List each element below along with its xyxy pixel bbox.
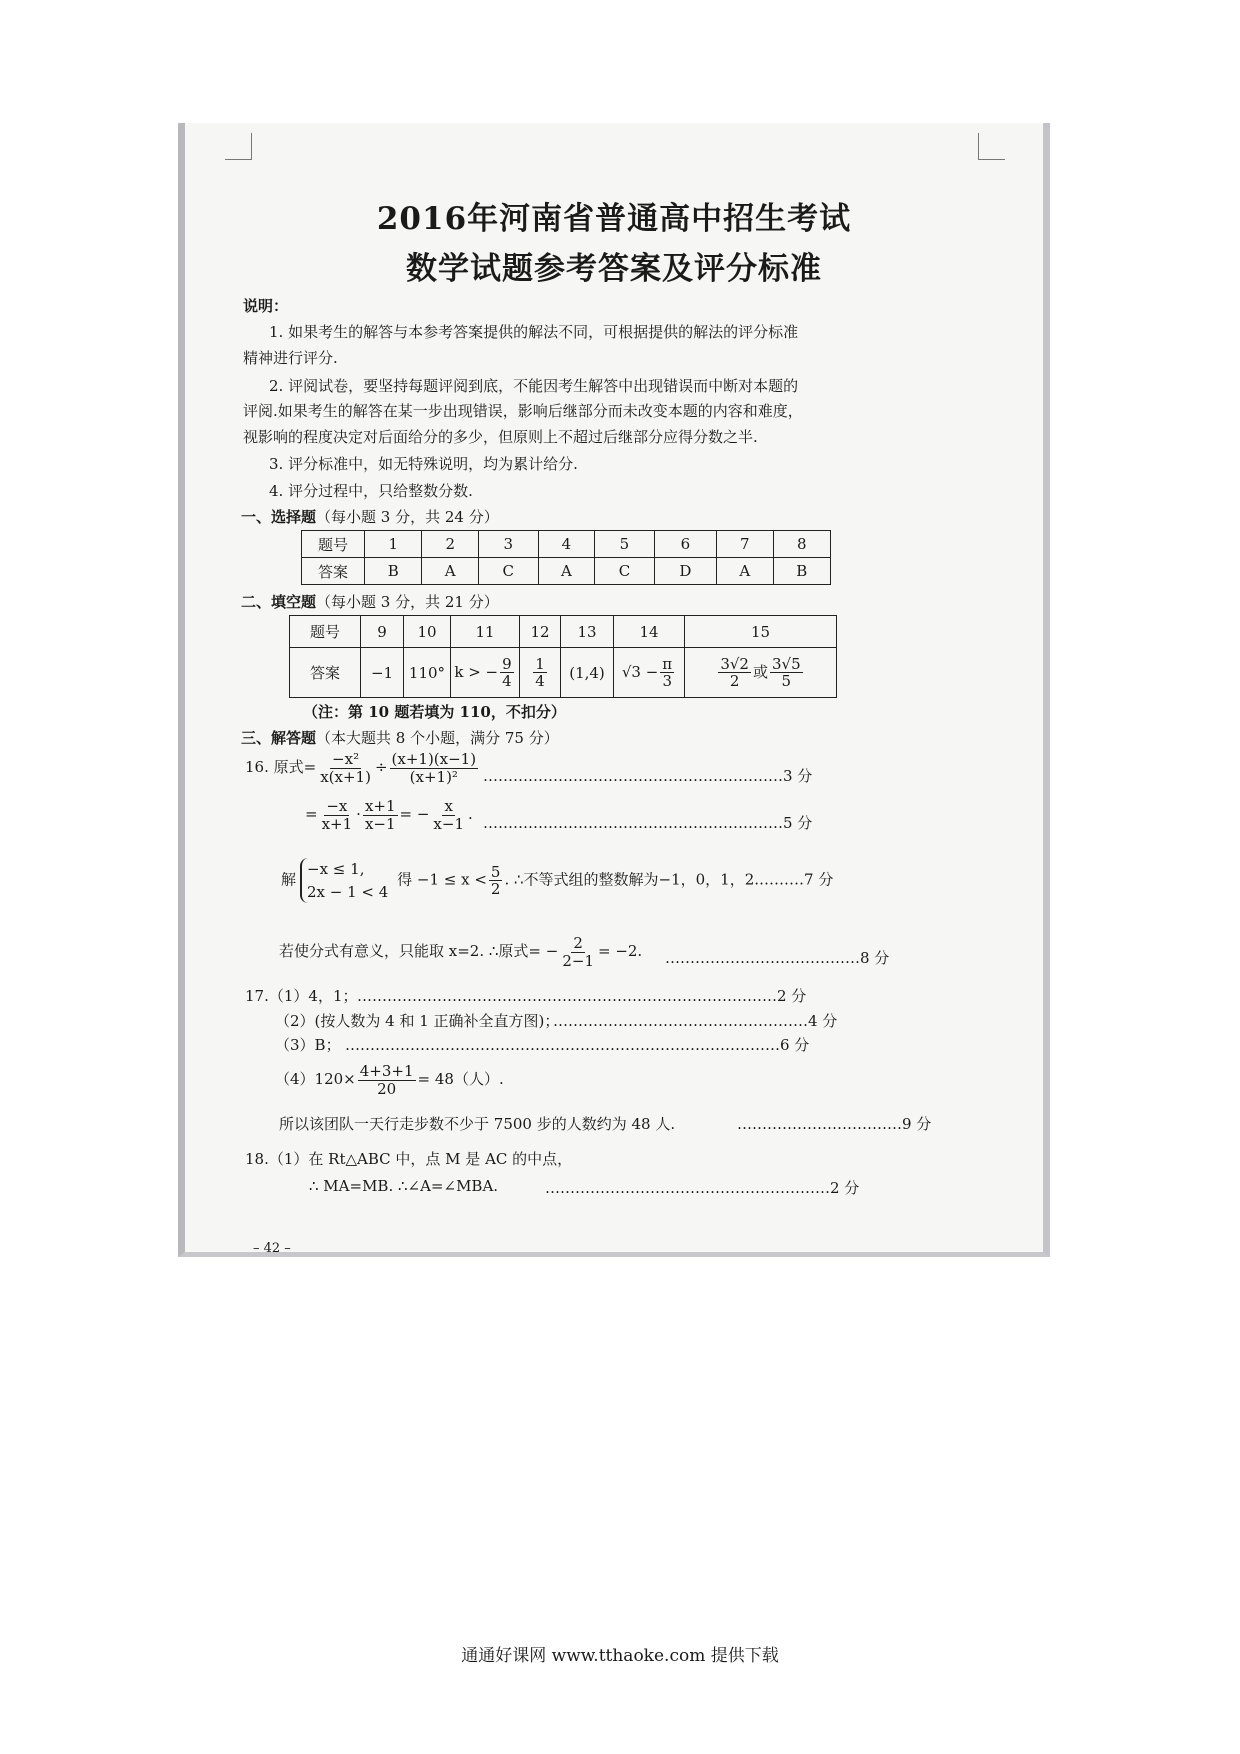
score-q16-4: …………………………………8 分 <box>665 949 890 967</box>
fill-note: （注：第 10 题若填为 110，不扣分） <box>303 703 566 721</box>
table-cell: 3 <box>478 531 538 558</box>
section2-heading: 二、填空题（每小题 3 分，共 21 分） <box>241 593 499 611</box>
table-cell: 15 <box>685 616 837 648</box>
table-cell: B <box>773 558 830 585</box>
fill-answer-table <box>289 615 837 698</box>
fraction: $\frac{-x}{x+1}$ <box>321 797 353 833</box>
fraction: $\frac{4+3+1}{20}$ <box>359 1062 414 1098</box>
table-label: 题号 <box>302 531 365 558</box>
q17-line1: 17.（1）4，1； <box>245 987 358 1005</box>
q17-line3: （3）B； <box>275 1036 341 1054</box>
note-3: 3. 评分标准中，如无特殊说明，均为累计给分. <box>269 455 578 473</box>
answer-13: (1,4) <box>561 648 614 698</box>
note-2c: 视影响的程度决定对后面给分的多少，但原则上不超过后继部分应得分数之半. <box>243 428 758 446</box>
score-q18-2: …………………………………………………2 分 <box>545 1179 860 1197</box>
table-cell: A <box>716 558 773 585</box>
table-cell: 6 <box>654 531 716 558</box>
notes-heading: 说明： <box>243 297 289 315</box>
table-cell: C <box>478 558 538 585</box>
score-q16-2: ……………………………………………………5 分 <box>483 814 813 832</box>
q16-line4: 若使分式有意义，只能取 x=2. ∴原式= − $\frac{2}{2-1}$ = −2. <box>279 934 643 970</box>
fraction: $\frac{x}{x-1}$ <box>433 797 464 833</box>
fraction: $\frac{1}{4}$ <box>535 654 545 690</box>
note-1a: 1. 如果考生的解答与本参考答案提供的解法不同，可根据提供的解法的评分标准 <box>269 323 799 341</box>
score-q17-1: …………………………………………………………………………2 分 <box>357 987 807 1005</box>
q16-line2: = $\frac{-x}{x+1}$ · $\frac{x+1}{x-1}$ = − $\frac{x}{x-1}$ . <box>305 797 473 833</box>
q17-line4: （4）120× $\frac{4+3+1}{20}$ = 48（人）. <box>275 1062 504 1098</box>
table-cell: 9 <box>361 616 404 648</box>
table-cell: 11 <box>451 616 520 648</box>
table-cell: A <box>538 558 595 585</box>
table-cell: C <box>595 558 655 585</box>
page-number: – 42 – <box>253 1241 291 1256</box>
answer-12 <box>520 648 561 698</box>
q17-line2: （2）(按人数为 4 和 1 正确补全直方图)； <box>275 1012 560 1030</box>
table-cell: 14 <box>614 616 685 648</box>
answer-key-title: 数学试题参考答案及评分标准 <box>406 251 822 287</box>
answer-9: −1 <box>361 648 404 698</box>
fraction: $\frac{x+1}{x-1}$ <box>364 797 396 833</box>
answer-10: 110° <box>404 648 451 698</box>
fraction: $\frac{5}{2}$ <box>490 862 501 898</box>
score-q17-3: ……………………………………………………………………………6 分 <box>345 1036 810 1054</box>
fraction: $\frac{9}{4}$ <box>502 654 512 690</box>
table-cell: 5 <box>595 531 655 558</box>
fraction: $\frac{2}{2-1}$ <box>562 934 594 970</box>
inequality-system: −x ≤ 1, 2x − 1 < 4 <box>300 858 388 903</box>
note-2b: 评阅.如果考生的解答在某一步出现错误，影响后继部分而未改变本题的内容和难度， <box>243 402 803 420</box>
crop-mark-top-right <box>978 133 1005 160</box>
note-2a: 2. 评阅试卷，要坚持每题评阅到底，不能因考生解答中出现错误而中断对本题的 <box>269 377 799 395</box>
note-1b: 精神进行评分. <box>243 349 338 367</box>
section1-heading: 一、选择题（每小题 3 分，共 24 分） <box>241 508 499 526</box>
score-q17-5: ……………………………9 分 <box>737 1115 932 1133</box>
table-cell: A <box>422 558 479 585</box>
fraction: $\frac{\text{−x²}}{x(x+1)}$ <box>320 750 371 786</box>
answer-11: k > − $\frac{9}{4}$ <box>451 648 520 698</box>
score-q17-2: ……………………………………………4 分 <box>553 1012 838 1030</box>
table-cell: 2 <box>422 531 479 558</box>
q16-line3: 解 −x ≤ 1, 2x − 1 < 4 得 −1 ≤ x < $\frac{5}{2}$ . ∴不等式组的整数解为−1，0，1，2.………7 分 <box>281 858 833 903</box>
scanned-page <box>178 123 1050 1257</box>
score-q16-1: ……………………………………………………3 分 <box>483 767 813 785</box>
note-4: 4. 评分过程中，只给整数分数. <box>269 482 473 500</box>
table-cell: 13 <box>561 616 614 648</box>
table-cell: 12 <box>520 616 561 648</box>
q18-line1: 18.（1）在 Rt△ABC 中，点 M 是 AC 的中点， <box>245 1150 573 1168</box>
choice-answer-table <box>301 530 831 585</box>
fraction: $\frac{3√5}{5}$ <box>772 654 801 690</box>
exam-title: 2016年河南省普通高中招生考试 <box>376 201 852 237</box>
table-cell: 8 <box>773 531 830 558</box>
table-cell: 7 <box>716 531 773 558</box>
table-label: 答案 <box>302 558 365 585</box>
answer-15: $\frac{3√2}{2}$ 或 $\frac{3√5}{5}$ <box>685 648 837 698</box>
crop-mark-top-left <box>225 133 252 160</box>
section3-heading: 三、解答题（本大题共 8 个小题，满分 75 分） <box>241 729 559 747</box>
q16-line1: 16. 原式= $\frac{\text{−x²}}{x(x+1)}$ ÷ $\frac{(x+1)(x-1)}{\text{(x+1)²}}$ <box>245 750 477 786</box>
answer-14: √3 − $\frac{\pi}{3}$ <box>614 648 685 698</box>
table-cell: B <box>365 558 422 585</box>
table-cell: 1 <box>365 531 422 558</box>
table-cell: D <box>654 558 716 585</box>
q17-line5: 所以该团队一天行走步数不少于 7500 步的人数约为 48 人. <box>279 1115 676 1133</box>
table-cell: 10 <box>404 616 451 648</box>
fraction: $\frac{\pi}{3}$ <box>662 654 673 690</box>
fraction: $\frac{3√2}{2}$ <box>720 654 749 690</box>
table-cell: 4 <box>538 531 595 558</box>
footer-source: 通通好课网 www.tthaoke.com 提供下载 <box>461 1646 779 1666</box>
fraction: $\frac{(x+1)(x-1)}{\text{(x+1)²}}$ <box>391 750 477 786</box>
table-label: 题号 <box>290 616 361 648</box>
q18-line2: ∴ MA=MB. ∴∠A=∠MBA. <box>309 1177 499 1195</box>
table-label: 答案 <box>290 648 361 698</box>
